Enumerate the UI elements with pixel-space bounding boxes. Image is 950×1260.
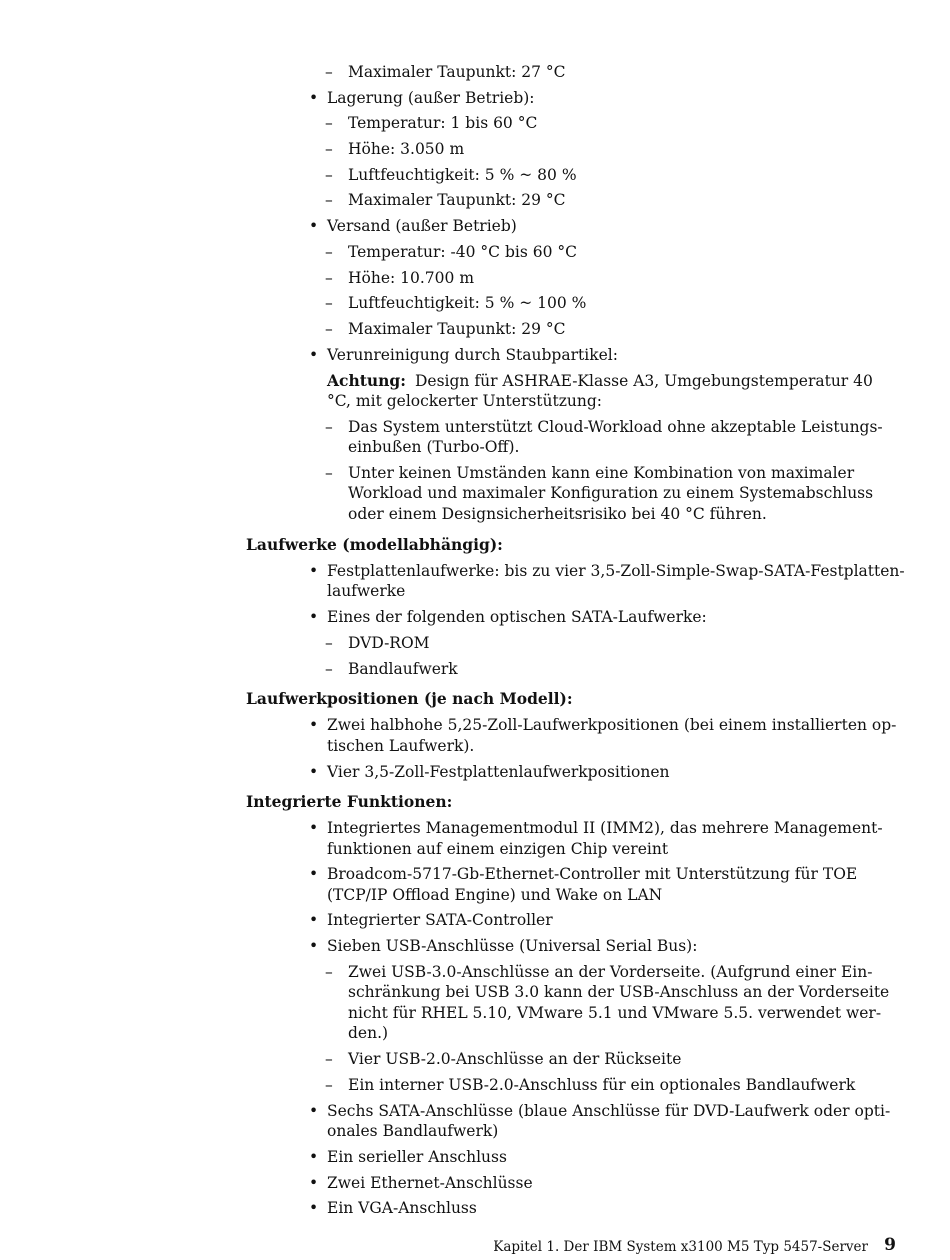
bullet-marker: •	[309, 608, 319, 626]
list-item-text: Maximaler Taupunkt: 29 °C	[348, 320, 566, 338]
bullet-marker: •	[309, 937, 319, 955]
bullet-marker: •	[309, 1102, 319, 1120]
dash-marker: –	[325, 963, 333, 981]
bullet-marker: •	[309, 1148, 319, 1166]
dash-marker: –	[325, 1076, 333, 1094]
list-item-text: Verunreinigung durch Staubpartikel:	[327, 346, 618, 364]
list-item-text: Maximaler Taupunkt: 29 °C	[348, 191, 566, 209]
bullet-marker: •	[309, 865, 319, 883]
section-heading: Laufwerke (modellabhängig):	[246, 535, 503, 554]
list-item-text: Temperatur: -40 °C bis 60 °C	[348, 243, 577, 261]
bullet-marker: •	[309, 911, 319, 929]
list-item-text: Unter keinen Umständen kann eine Kombination von maximaler	[348, 464, 855, 482]
list-item-text: onales Bandlaufwerk)	[327, 1122, 499, 1140]
list-item-text: Festplattenlaufwerke: bis zu vier 3,5-Zoll-Simple-Swap-SATA-Festplatten-	[327, 562, 905, 580]
dash-marker: –	[325, 243, 333, 261]
list-item-text: Sechs SATA-Anschlüsse (blaue Anschlüsse für DVD-Laufwerk oder opti-	[327, 1102, 891, 1120]
list-item-text: den.)	[348, 1024, 389, 1042]
list-item-text: Zwei Ethernet-Anschlüsse	[327, 1174, 533, 1192]
bullet-marker: •	[309, 1174, 319, 1192]
section-heading: Integrierte Funktionen:	[246, 792, 453, 811]
page-number: 9	[884, 1235, 896, 1255]
list-item-text: Zwei halbhohe 5,25-Zoll-Laufwerkpositionen (bei einem installierten op-	[327, 716, 897, 734]
dash-marker: –	[325, 418, 333, 436]
dash-marker: –	[325, 464, 333, 482]
bullet-marker: •	[309, 1199, 319, 1217]
list-item-text: einbußen (Turbo-Off).	[348, 438, 520, 456]
dash-marker: –	[325, 166, 333, 184]
list-item-text: Luftfeuchtigkeit: 5 % ~ 80 %	[348, 166, 577, 184]
list-item-text: Sieben USB-Anschlüsse (Universal Serial Bus):	[327, 937, 698, 955]
list-item-text: Maximaler Taupunkt: 27 °C	[348, 63, 566, 81]
list-item-text: oder einem Designsicherheitsrisiko bei 40 °C führen.	[348, 505, 767, 523]
list-item-text: Luftfeuchtigkeit: 5 % ~ 100 %	[348, 294, 587, 312]
dash-marker: –	[325, 294, 333, 312]
dash-marker: –	[325, 191, 333, 209]
bullet-marker: •	[309, 562, 319, 580]
bullet-marker: •	[309, 716, 319, 734]
attention-label: Achtung:	[327, 371, 406, 390]
list-item-text: Versand (außer Betrieb)	[327, 217, 517, 235]
list-item-text: laufwerke	[327, 582, 406, 600]
dash-marker: –	[325, 269, 333, 287]
attention-text: °C, mit gelockerter Unterstützung:	[327, 392, 603, 410]
dash-marker: –	[325, 63, 333, 81]
dash-marker: –	[325, 660, 333, 678]
list-item-text: (TCP/IP Offload Engine) und Wake on LAN	[327, 886, 663, 904]
list-item-text: Bandlaufwerk	[348, 660, 458, 678]
dash-marker: –	[325, 140, 333, 158]
page-footer	[493, 1235, 920, 1258]
list-item-text: Ein serieller Anschluss	[327, 1148, 507, 1166]
list-item-text: nicht für RHEL 5.10, VMware 5.1 und VMware 5.5. verwendet wer-	[348, 1004, 882, 1022]
dash-marker: –	[325, 320, 333, 338]
bullet-marker: •	[309, 89, 319, 107]
list-item-text: Höhe: 3.050 m	[348, 140, 465, 158]
list-item-text: Höhe: 10.700 m	[348, 269, 475, 287]
list-item-text: Vier USB-2.0-Anschlüsse an der Rückseite	[348, 1050, 682, 1068]
bullet-marker: •	[309, 763, 319, 781]
list-item-text: Integrierter SATA-Controller	[327, 911, 553, 929]
list-item-text: Vier 3,5-Zoll-Festplattenlaufwerkpositionen	[327, 763, 670, 781]
dash-marker: –	[325, 634, 333, 652]
list-item-text: Broadcom-5717-Gb-Ethernet-Controller mit Unterstützung für TOE	[327, 865, 858, 883]
bullet-marker: •	[309, 346, 319, 364]
list-item-text: Integriertes Managementmodul II (IMM2), das mehrere Management-	[327, 819, 883, 837]
dash-marker: –	[325, 114, 333, 132]
list-item-text: Lagerung (außer Betrieb):	[327, 89, 535, 107]
list-item-text: schränkung bei USB 3.0 kann der USB-Anschluss an der Vorderseite	[348, 983, 890, 1001]
dash-marker: –	[325, 1050, 333, 1068]
list-item-text: Das System unterstützt Cloud-Workload ohne akzeptable Leistungs-	[348, 418, 883, 436]
list-item-text: Ein interner USB-2.0-Anschluss für ein optionales Bandlaufwerk	[348, 1076, 856, 1094]
bullet-marker: •	[309, 819, 319, 837]
list-item-text: Zwei USB-3.0-Anschlüsse an der Vorderseite. (Aufgrund einer Ein-	[348, 963, 873, 981]
attention-text: Design für ASHRAE-Klasse A3, Umgebungstemperatur 40	[415, 372, 873, 390]
list-item-text: Temperatur: 1 bis 60 °C	[348, 114, 538, 132]
list-item-text: tischen Laufwerk).	[327, 737, 475, 755]
list-item-text: DVD-ROM	[348, 634, 430, 652]
section-heading: Laufwerkpositionen (je nach Modell):	[246, 689, 573, 708]
list-item-text: funktionen auf einem einzigen Chip vereint	[327, 840, 669, 858]
footer-chapter-title: Kapitel 1. Der IBM System x3100 M5 Typ 5457-Server	[493, 1239, 868, 1255]
bullet-marker: •	[309, 217, 319, 235]
list-item-text: Ein VGA-Anschluss	[327, 1199, 477, 1217]
list-item-text: Eines der folgenden optischen SATA-Laufwerke:	[327, 608, 707, 626]
list-item-text: Workload und maximaler Konfiguration zu einem Systemabschluss	[348, 484, 874, 502]
